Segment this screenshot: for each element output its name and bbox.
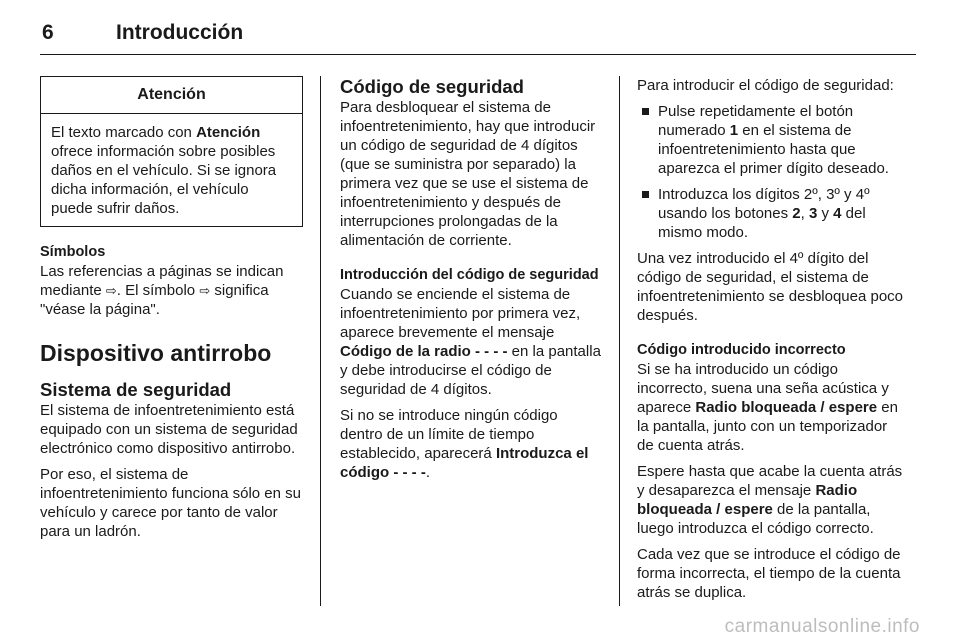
notice-body [41, 114, 302, 226]
list-item [637, 185, 905, 242]
incorrect-text: Si se ha introducido un código incorrecto, suena una seña acústica y aparece [637, 361, 889, 416]
column-divider [320, 76, 321, 606]
section-heading-antitheft: Dispositivo antirrobo [40, 340, 272, 366]
enter-code-message: Introduzca el código - - - - [340, 445, 589, 481]
page-reference-arrow-icon: ⇨ [105, 283, 117, 298]
incorrect-code-paragraph-1 [637, 360, 905, 455]
watermark: carmanualsonline.info [724, 616, 920, 637]
notice-text-rest: ofrece información sobre posibles daños en el vehículo. Si se ignora dicha información, el vehículo puede sufrir daños. [51, 143, 277, 217]
step-text-rest: del mismo modo. [658, 205, 866, 241]
column-divider [619, 76, 620, 606]
antitheft-paragraph-2: Por eso, el sistema de infoentretenimiento funciona sólo en su vehículo y carece por tanto de valor para un ladrón. [40, 466, 302, 540]
page-header [40, 14, 916, 58]
subsection-heading-security-system: Sistema de seguridad [40, 379, 232, 400]
step-text: Introduzca los dígitos 2º, 3º y 4º usando los botones [658, 186, 870, 222]
column-right [637, 76, 905, 602]
button-number: 2 [792, 205, 801, 222]
symbols-text [40, 262, 305, 319]
incorrect-code-heading: Código introducido incorrecto [637, 342, 846, 358]
wait-text: Espere hasta que acabe la cuenta atrás y desaparezca el mensaje [637, 463, 903, 499]
entering-code-paragraph-1 [340, 285, 604, 399]
wait-text-rest: de la pantalla, luego introduzca el código correcto. [637, 501, 874, 537]
code-entry-steps [637, 102, 905, 242]
entering-code-text-rest: en la pantalla y debe introducirse el código de seguridad de 4 dígitos. [340, 343, 601, 398]
code-entry-intro: Para introducir el código de seguridad: [637, 77, 894, 94]
radio-locked-message: Radio bloqueada / espere [637, 482, 858, 518]
step-text-rest: en el sistema de infoentretenimiento hasta que aparezca el primer dígito deseado. [658, 122, 889, 177]
security-code-paragraph: Para desbloquear el sistema de infoentretenimiento, hay que introducir un código de seguridad de 4 dígitos (que se suministra por separado) la primera vez que se use el sistema de infoentretenimiento y después de interrupciones prolongadas de la alimentación de corriente. [340, 99, 596, 249]
step-text: Pulse repetidamente el botón numerado [658, 103, 854, 139]
entering-code-paragraph-2 [340, 406, 604, 482]
unlock-paragraph: Una vez introducido el 4º dígito del código de seguridad, el sistema de infoentretenimiento se desbloquea poco después. [637, 250, 904, 324]
symbols-text-b: . El símbolo [116, 282, 200, 299]
page-title: Introducción [116, 21, 244, 44]
button-number: 1 [729, 122, 739, 139]
symbols-text-c: significa "véase la página". [40, 282, 269, 318]
symbols-section [40, 243, 305, 319]
step-separator: y [817, 205, 834, 222]
radio-code-message: Código de la radio - - - - [340, 343, 508, 360]
button-number: 4 [833, 205, 842, 222]
notice-box [40, 76, 303, 227]
list-item [637, 102, 905, 178]
notice-title: Atención [41, 77, 302, 114]
entering-code-heading: Introducción del código de seguridad [340, 267, 599, 283]
page-number: 6 [42, 21, 54, 44]
column-middle [340, 76, 604, 482]
antitheft-paragraph-1: El sistema de infoentretenimiento está equipado con un sistema de seguridad electrónico como dispositivo antirrobo. [40, 402, 298, 457]
incorrect-code-paragraph-2 [637, 462, 905, 538]
header-rule [40, 54, 916, 55]
incorrect-code-paragraph-3: Cada vez que se introduce el código de forma incorrecta, el tiempo de la cuenta atrás se duplica. [637, 546, 901, 601]
symbols-text-a: Las referencias a páginas se indican mediante [40, 263, 284, 299]
entering-code-text: Cuando se enciende el sistema de infoentretenimiento por primera vez, aparece brevemente el mensaje [340, 286, 581, 341]
notice-keyword: Atención [196, 124, 261, 141]
column-left [40, 76, 305, 541]
page-reference-arrow-icon: ⇨ [199, 283, 211, 298]
radio-locked-message: Radio bloqueada / espere [695, 399, 878, 416]
subsection-heading-security-code: Código de seguridad [340, 76, 524, 97]
timeout-text: Si no se introduce ningún código dentro de un límite de tiempo establecido, aparecerá [340, 407, 558, 462]
step-separator: , [800, 205, 809, 222]
notice-text: El texto marcado con [51, 124, 197, 141]
timeout-text-rest: . [425, 464, 430, 481]
button-number: 3 [808, 205, 818, 222]
incorrect-text-rest: en la pantalla, junto con un temporizador de cuenta atrás. [637, 399, 898, 454]
symbols-heading: Símbolos [40, 244, 106, 260]
